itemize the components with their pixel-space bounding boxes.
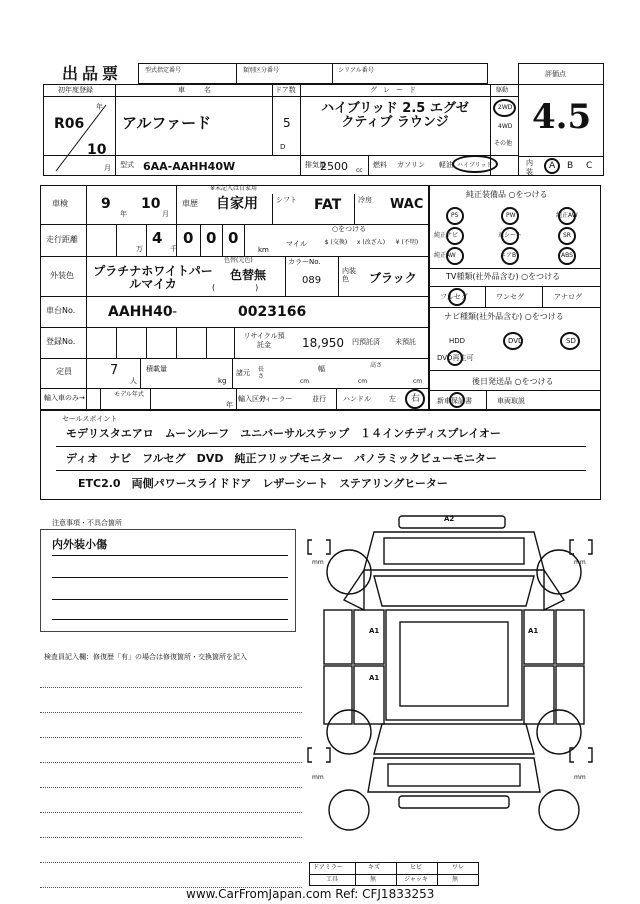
car-name-label: 車 名 [178,86,217,94]
bracket-rr2 [588,748,592,762]
displacement-label: 排気量 [305,161,326,169]
bracket-fr [570,540,574,554]
genuine-ps-circle [446,207,464,225]
import-parallel: 並行 [312,395,326,403]
diagram-rear-left-mark: A1 [369,674,380,682]
serial-label: シリアル番号 [338,67,374,74]
mileage-mile: マイル [286,240,307,248]
load-kg: kg [218,377,227,385]
fuel-label: 燃料 [373,161,387,169]
genuine-leather: 革シート [498,232,523,239]
navi-dvd: DVD [508,337,524,345]
genuine-sr-circle [558,227,576,245]
tailgate-panel [388,764,520,786]
footer-ref[interactable]: www.CarFromJapan.com Ref: CFJ1833253 [186,887,435,901]
interior-grade-label: 内装 [526,159,533,176]
mileage-marks-note: ○をつける [332,225,367,233]
navi-sd: SD [566,337,576,345]
bracket-rl2 [326,748,330,762]
legend-r1: 工具 [326,876,339,883]
genuine-aw1-circle [558,207,576,225]
tv-fullseg-circle [448,288,466,306]
navi-hdd: HDD [449,337,466,345]
mileage-label: 走行距離 [46,235,78,244]
chassis-number: 0023166 [238,304,307,320]
import-right-circle [405,389,425,409]
ac-value: WAC [390,197,424,212]
capacity-label: 定員 [56,367,72,376]
model-approval-label: 型式指定番号 [145,67,182,74]
genuine-airbag: エアB [500,252,517,259]
mileage-digit-2: 0 [183,229,194,247]
inspection-label: 車検 [52,199,68,208]
genuine-abs-circle [558,247,576,265]
recycle-unpaid: 未預託 [395,338,416,346]
genuine-aw2: 純正AW [434,252,456,259]
drive-2wd: 2WD [498,104,513,111]
navi-dvd-circle [503,332,523,350]
inspector-label: 検査員記入欄：修復歴「有」の場合は修復箇所・交換箇所を記入 [44,653,247,661]
selling-points-line-1: モデリスタエアロ ムーンルーフ ユニバーサルステップ １４インチディスプレイオー [66,427,501,440]
genuine-aw2-circle [446,247,464,265]
chassis-dash: - [172,304,178,320]
dims-label: 諸元 [236,369,250,377]
legend-h1: ドアミラー [313,864,343,871]
genuine-airbag-circle [501,247,519,265]
inspection-year: 9 [101,196,111,212]
doors-label: ドア数 [275,86,296,94]
exterior-orig-value: 色替無 [230,268,267,282]
dims-length: 長さ [258,366,265,380]
bracket-fl2 [326,540,330,554]
roof-panel [400,622,508,706]
shift-value: FAT [314,197,342,213]
interior-grade-a-circle [544,158,560,174]
exterior-value: プラチナホワイトパールマイカ [93,264,213,291]
mileage-tamper: x (改ざん) [356,239,386,246]
bracket-fr2 [588,540,592,554]
mileage-exchange: $ (交換) [324,239,348,246]
exterior-label: 外装色 [50,271,74,280]
navi-dvd-play: DVD再生可 [437,354,474,362]
mileage-digit-1: 4 [152,229,163,247]
left-rear-side [324,666,352,724]
genuine-navi-circle [446,227,464,245]
inspection-month-unit: 月 [162,210,169,218]
displacement-unit: cc [356,167,363,174]
dims-height-cm: cm [413,378,423,385]
genuine-aw1: 純正AW [556,212,578,219]
history-value: 自家用 [216,196,258,212]
right-front-door [524,610,554,664]
mileage-digit-3: 0 [206,229,217,247]
shift-label: シフト [276,196,297,204]
right-rear-door [524,666,554,724]
import-label: 輸入車のみ→ [44,394,85,402]
chassis-label: 車台No. [46,306,76,315]
fuel-hybrid-circle [452,155,498,173]
grade-label: グレード [370,86,422,94]
sheet-title: 出品票 [62,64,123,83]
left-front-door [354,610,384,664]
doors-value: 5 [283,116,291,130]
legend-h2: キズ [368,864,380,871]
legend-h3: ヒビ [410,864,423,871]
hood-panel [384,538,524,564]
detail-grid [40,185,429,410]
import-year: 年 [226,401,233,409]
first-reg-slash [44,97,115,175]
rear-right-wheel [537,710,581,754]
interior-color-label: 内装色 [342,267,356,283]
fuel-hybrid: ハイブリッド [457,162,493,169]
after-warranty-circle [449,392,465,408]
legend-r4: 無 [452,876,459,883]
exterior-orig-label: 色替(元色) [224,257,253,264]
import-model-year: モデル年式 [114,391,144,398]
mileage-sen: 千 [170,245,177,253]
bracket-fl [308,540,312,554]
diagram-mm-fr: mm [574,559,586,566]
tv-oneseg: ワンセグ [496,293,524,301]
first-reg-month: 10 [87,142,107,158]
diagram-left-mark: A1 [369,627,380,635]
notes-label: 注意事項・不具合箇所 [52,519,122,527]
spare-right-wheel [539,790,579,830]
inspection-month: 10 [141,196,161,212]
displacement-value: 2500 [320,160,348,173]
import-dealer: ディーラー [258,395,293,403]
roof [386,610,522,720]
diagram-mm-rr: mm [574,774,586,781]
history-note: ※未記入は自家用 [210,185,258,192]
legend-h4: ワレ [452,864,465,871]
genuine-sr: SR [563,232,571,239]
score-value: 4.5 [532,97,592,137]
recycle-paid: 円預託済 [352,338,380,346]
selling-points-label: セールスポイント [62,415,118,423]
left-front-side [324,610,352,664]
capacity-value: 7 [110,363,119,378]
genuine-pw: PW [506,212,516,219]
genuine-title: 純正装備品 ○をつける [466,190,548,199]
load-label: 積載量 [146,365,167,373]
navi-title: ナビ種類(社外品含む) ○をつける [444,312,564,321]
grade-value: ハイブリッド 2.5 エグゼクティブ ラウンジ [321,101,469,130]
color-no-label: カラーNo. [288,258,321,266]
after-warranty: 新車保証書 [437,397,472,405]
drive-4wd: 4WD [498,123,513,130]
legend-r3: ジャッキ [404,876,428,883]
rear-left-wheel [327,710,371,754]
category-label: 類別区分番号 [243,67,280,74]
mileage-unknown: ¥ (不明) [395,239,419,246]
mileage-digit-4: 0 [228,229,239,247]
chassis-prefix: AAHH40 [108,304,173,320]
interior-grade-a: A [549,161,556,171]
dims-length-cm: cm [300,378,310,385]
model-code-label: 型式 [120,161,134,169]
first-reg-era: R06 [54,116,85,132]
import-right: 右 [411,394,421,404]
genuine-pw-circle [501,207,519,225]
dims-height: 高さ [370,362,383,369]
genuine-abs: ABS [561,252,573,259]
interior-grade-b: B [567,161,574,171]
navi-sd-circle [560,332,580,350]
model-code-value: 6AA-AAHH40W [143,160,236,173]
diagram-mm-rl: mm [312,774,324,781]
recycle-value: 18,950 [302,336,344,350]
fuel-gas: ガソリン [397,161,425,169]
spare-left-wheel [329,790,369,830]
navi-dvd-play-circle [447,350,463,366]
history-label: 車歴 [182,199,198,208]
first-reg-year-unit: 年 [96,103,103,111]
diagram-front-mark: A2 [444,515,455,523]
car-diagram [304,510,604,860]
after-manual: 車両取説 [497,397,525,405]
right-front-side [556,610,584,664]
mileage-km: km [258,246,269,254]
notes-value: 内外装小傷 [52,538,107,551]
dims-width-cm: cm [358,378,368,385]
after-title: 後日発送品 ○をつける [472,377,554,386]
selling-points-line-2: ディオ ナビ フルセグ DVD 純正フリップモニター パノラミックビューモニター [66,452,497,465]
selling-points-line-3: ETC2.0 両側パワースライドドア レザーシート ステアリングヒーター [78,477,448,490]
diagram-mm-fl: mm [312,559,324,566]
first-reg-month-unit: 月 [104,164,111,172]
tv-fullseg: フルセグ [440,293,468,301]
exterior-orig-paren: ( ) [212,283,259,292]
genuine-navi: 純正ナビ [434,232,459,239]
import-class-label: 輸入区分 [238,395,266,403]
score-label: 評価点 [545,70,566,78]
interior-grade-c: C [586,161,593,171]
doors-unit: D [280,143,286,151]
car-name-value: アルファード [122,114,212,132]
right-rear-side [556,666,584,724]
recycle-label: リサイクル預託金 [243,332,285,349]
rear-bumper [399,796,509,808]
genuine-leather-circle [501,227,519,245]
diagram-right-mark: A1 [528,627,539,635]
capacity-unit: 人 [130,377,137,385]
fuel-diesel: 軽油 [439,161,453,169]
mileage-man: 万 [136,245,143,253]
rear-glass [374,724,534,754]
tailgate [368,758,540,792]
legend-r2: 無 [370,876,377,883]
import-left: 左 [389,395,396,403]
drive-2wd-circle [493,99,516,117]
drive-other: その他 [494,140,513,147]
top-fields-box [138,63,488,84]
import-handle: ハンドル [343,395,371,403]
dims-width: 幅 [318,365,325,373]
registration-label: 登録No. [46,337,76,346]
windshield [374,576,534,606]
ac-label: 冷房 [358,196,372,204]
tv-analog: アナログ [554,293,582,301]
drive-label: 駆動 [496,87,509,94]
interior-color-value: ブラック [369,271,417,285]
inspection-year-unit: 年 [120,210,127,218]
color-no-value: 089 [302,275,322,286]
first-reg-label: 初年度登録 [58,86,93,94]
tv-title: TV種類(社外品含む) ○をつける [446,272,561,281]
genuine-ps: PS [451,212,459,219]
bracket-rl [308,748,312,762]
